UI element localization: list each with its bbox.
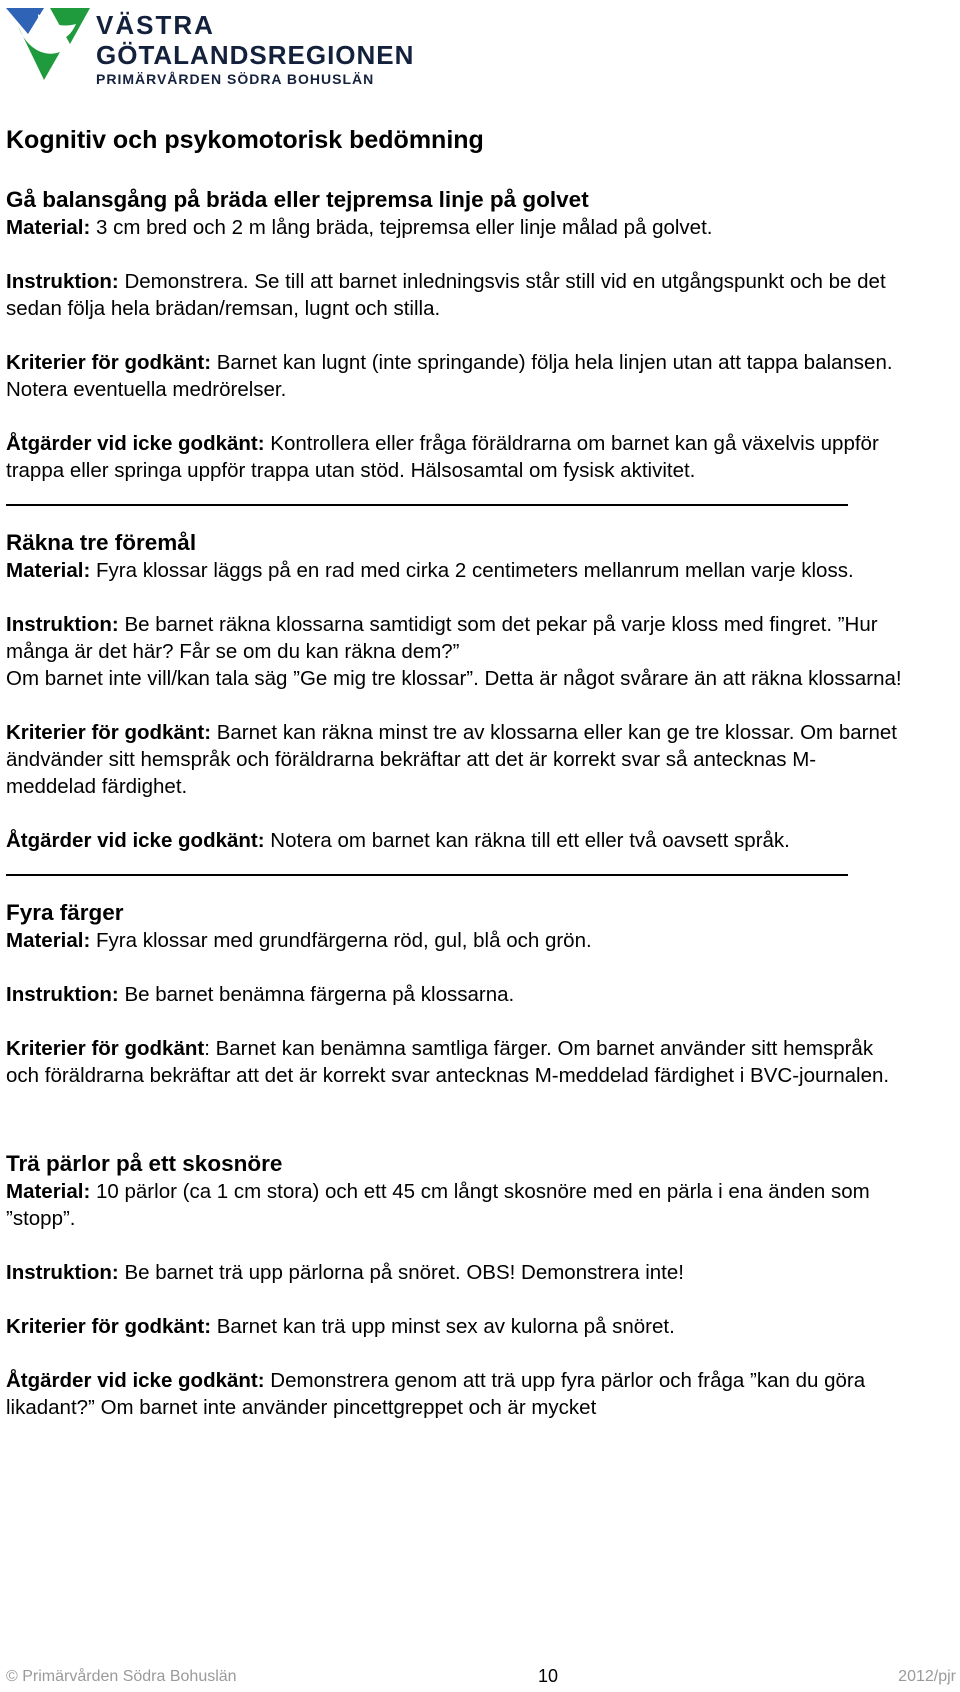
logo-line-2: GÖTALANDSREGIONEN: [96, 40, 415, 70]
paragraph-text: Barnet kan trä upp minst sex av kulorna på snöret.: [211, 1315, 675, 1338]
paragraph-label: Material:: [6, 216, 91, 239]
paragraph-label: Material:: [6, 559, 91, 582]
instruction-paragraph: [6, 981, 906, 1008]
region-emblem-icon: [4, 4, 94, 84]
paragraph-label: Material:: [6, 929, 91, 952]
material-paragraph: [6, 927, 906, 954]
section-title: Gå balansgång på bräda eller tejpremsa linje på golvet: [6, 187, 589, 212]
paragraph-text: 3 cm bred och 2 m lång bräda, tejpremsa eller linje målad på golvet.: [90, 216, 713, 239]
page-number: 10: [538, 1666, 559, 1686]
section-count-objects: [6, 528, 906, 854]
section-title: Räkna tre föremål: [6, 530, 197, 555]
paragraph-label: Instruktion:: [6, 270, 119, 293]
paragraph-label: Material:: [6, 1180, 91, 1203]
paragraph-text: Fyra klossar läggs på en rad med cirka 2 centimeters mellanrum mellan varje kloss.: [90, 559, 854, 582]
logo: [4, 4, 415, 87]
paragraph-label: Åtgärder vid icke godkänt:: [6, 829, 265, 852]
paragraph-text: Demonstrera genom att trä upp fyra pärlor och fråga ”kan du göra likadant?” Om barnet inte använder pincettgreppet och är mycket: [6, 1369, 866, 1419]
criteria-paragraph: [6, 1313, 906, 1340]
criteria-paragraph: [6, 349, 906, 403]
logo-line-3: PRIMÄRVÅRDEN SÖDRA BOHUSLÄN: [96, 71, 375, 87]
paragraph-text: Kontrollera eller fråga föräldrarna om barnet kan gå växelvis uppför trappa eller springa uppför trappa utan stöd. Hälsosamtal om fysisk aktivitet.: [6, 432, 879, 482]
instruction-paragraph: [6, 611, 906, 692]
paragraph-text: Fyra klossar med grundfärgerna röd, gul, blå och grön.: [90, 929, 592, 952]
section-divider: [6, 504, 848, 506]
material-paragraph: [6, 214, 906, 241]
paragraph-label: Instruktion:: [6, 613, 119, 636]
paragraph-text: Be barnet trä upp pärlorna på snöret. OBS! Demonstrera inte!: [118, 1261, 684, 1284]
section-bead-string: [6, 1149, 906, 1421]
logo-text: [96, 10, 414, 88]
paragraph-label: Åtgärder vid icke godkänt:: [6, 1369, 265, 1392]
section-title: Fyra färger: [6, 900, 124, 925]
section-balance: [6, 185, 906, 484]
paragraph-label: Instruktion:: [6, 983, 119, 1006]
paragraph-label: Åtgärder vid icke godkänt:: [6, 432, 265, 455]
section-divider: [6, 874, 848, 876]
paragraph-label: Kriterier för godkänt:: [6, 351, 212, 374]
paragraph-extra-text: Om barnet inte vill/kan tala säg ”Ge mig tre klossar”. Detta är något svårare än att räkna klossarna!: [6, 667, 902, 690]
paragraph-text: Be barnet räkna klossarna samtidigt som det pekar på varje kloss med fingret. ”Hur många är det här? Får se om du kan räkna dem?”: [6, 613, 878, 663]
action-paragraph: [6, 827, 906, 854]
action-paragraph: [6, 430, 906, 484]
criteria-paragraph: [6, 719, 906, 800]
instruction-paragraph: [6, 1259, 906, 1286]
action-paragraph: [6, 1367, 906, 1421]
paragraph-text: Barnet kan lugnt (inte springande) följa hela linjen utan att tappa balansen. Notera eventuella medrörelser.: [6, 351, 893, 401]
paragraph-label: Kriterier för godkänt: [6, 1037, 205, 1060]
document-body: [6, 124, 906, 1448]
footer-version: 2012/pjr: [898, 1668, 956, 1685]
logo-line-1: VÄSTRA: [96, 10, 215, 40]
paragraph-text: 10 pärlor (ca 1 cm stora) och ett 45 cm långt skosnöre med en pärla i ena änden som ”stopp”.: [6, 1180, 870, 1230]
paragraph-label: Kriterier för godkänt:: [6, 1315, 212, 1338]
paragraph-text: Barnet kan räkna minst tre av klossarna eller kan ge tre klossar. Om barnet ändvänder sitt hemspråk och föräldrarna bekräftar att det är korrekt svar så antecknas M- meddelad färdighet.: [6, 721, 897, 798]
material-paragraph: [6, 557, 906, 584]
paragraph-text: : Barnet kan benämna samtliga färger. Om barnet använder sitt hemspråk och föräldrarna bekräftar att det är korrekt svar antecknas M-meddelad färdighet i BVC-journalen.: [6, 1037, 890, 1087]
footer-copyright: © Primärvården Södra Bohuslän: [6, 1668, 237, 1685]
paragraph-label: Instruktion:: [6, 1261, 119, 1284]
document-title: Kognitiv och psykomotorisk bedömning: [6, 126, 484, 154]
material-paragraph: [6, 1178, 906, 1232]
criteria-paragraph: [6, 1035, 906, 1089]
section-title: Trä pärlor på ett skosnöre: [6, 1151, 283, 1176]
page-footer: [6, 1668, 956, 1692]
paragraph-text: Demonstrera. Se till att barnet inledningsvis står still vid en utgångspunkt och be det sedan följa hela brädan/remsan, lugnt och stilla.: [6, 270, 886, 320]
section-four-colors: [6, 898, 906, 1089]
paragraph-label: Kriterier för godkänt:: [6, 721, 212, 744]
paragraph-text: Be barnet benämna färgerna på klossarna.: [118, 983, 515, 1006]
paragraph-text: Notera om barnet kan räkna till ett eller två oavsett språk.: [264, 829, 790, 852]
instruction-paragraph: [6, 268, 906, 322]
